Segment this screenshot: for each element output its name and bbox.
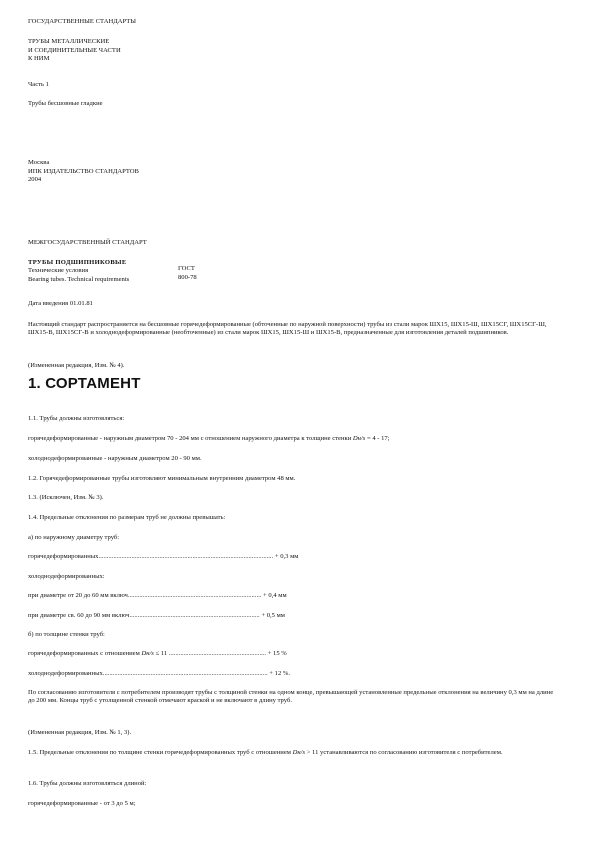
paragraph: (Измененная редакция, Изм. № 1, 3). — [28, 729, 132, 736]
standards-collection-label: ГОСУДАРСТВЕННЫЕ СТАНДАРТЫ — [28, 18, 137, 25]
collection-title — [28, 38, 121, 64]
city: Москва — [28, 159, 50, 166]
paragraph-text: = 4 - 17; — [365, 435, 390, 442]
part-subtitle: Трубы бесшовные гладкие — [28, 100, 103, 107]
paragraph: 1.3. (Исключен, Изм. № 3). — [28, 494, 104, 501]
standard-type: МЕЖГОСУДАРСТВЕННЫЙ СТАНДАРТ — [28, 239, 147, 246]
paragraph: горячедеформированные - от 3 до 5 м; — [28, 800, 136, 807]
paragraph: 1.6. Трубы должны изготовляться длиной: — [28, 780, 147, 787]
paragraph — [28, 749, 558, 757]
paragraph-text: 1.5. Предельные отклонения по толщине стенки горячедеформированных труб с отношением — [28, 749, 293, 756]
paragraph: холоднодеформированные - наружным диаметром 20 - 90 мм. — [28, 455, 202, 462]
gost-label: ГОСТ — [178, 265, 195, 272]
gost-number: 800-78 — [178, 274, 197, 281]
ratio-symbol: Dн/s — [292, 749, 306, 756]
collection-title-line: К НИМ — [28, 55, 50, 63]
scope-paragraph: Настоящий стандарт распространяется на бесшовные горячедеформированные (обточенные по наружной поверхности) трубы из стали марок ШХ15, ШХ15-Ш, ШХ15СГ, ШХ15СГ-Ш, ШХ15-В, ШХ15СГ-В и холоднодеформированные (необточенные) из стали марок ШХ15, ШХ15-Ш и ШХ15-В, предназначенные для изготовления деталей подшипников. — [28, 321, 547, 337]
paragraph-text: горячедеформированные - наружным диаметром 70 - 204 мм с отношением наружного диаметра к толщине стенки — [28, 435, 353, 442]
paragraph: при диаметре от 20 до 60 мм включ................................................................................. + 0,4 мм — [28, 592, 287, 599]
section-heading: 1. СОРТАМЕНТ — [28, 375, 141, 392]
paragraph-text: ≤ 11 ........................................................... + 15 % — [153, 650, 287, 657]
paragraph — [28, 650, 287, 658]
paragraph: 1.2. Горячедеформированные трубы изготовляют минимальным внутренним диаметром 48 мм. — [28, 475, 296, 482]
paragraph: холоднодеформированных: — [28, 573, 105, 580]
edition-note: (Измененная редакция, Изм. № 4). — [28, 362, 125, 369]
intro-date: Дата введения 01.01.81 — [28, 300, 93, 307]
standard-title: ТРУБЫ ПОДШИПНИКОВЫЕ — [28, 259, 127, 266]
paragraph-text: > 11 устанавливаются по согласованию изготовителя с потребителем. — [305, 749, 503, 756]
paragraph — [28, 435, 390, 443]
year: 2004 — [28, 176, 42, 184]
collection-title-line: И СОЕДИНИТЕЛЬНЫЕ ЧАСТИ — [28, 46, 121, 54]
paragraph: а) по наружному диаметру труб: — [28, 534, 120, 541]
paragraph: 1.4. Предельные отклонения по размерам труб не должны превышать: — [28, 514, 226, 521]
publisher: ИПК ИЗДАТЕЛЬСТВО СТАНДАРТОВ — [28, 167, 139, 175]
paragraph-text: горячедеформированных с отношением — [28, 650, 142, 657]
paragraph: 1.1. Трубы должны изготовляться: — [28, 415, 125, 422]
ratio-symbol: Dн/s — [141, 650, 154, 657]
paragraph: при диаметре св. 60 до 90 мм включ............................................................................... + 0,5 мм — [28, 612, 285, 619]
gost-designation — [178, 264, 197, 282]
collection-title-line: ТРУБЫ МЕТАЛЛИЧЕСКИЕ — [28, 38, 110, 45]
part-label: Часть 1 — [28, 81, 49, 88]
paragraph: б) по толщине стенки труб: — [28, 631, 105, 638]
publisher-block — [28, 159, 139, 185]
standard-title-block — [28, 259, 129, 284]
paragraph: По согласованию изготовителя с потребителем производят трубы с толщиной стенки на одном конце, превышающей установленные предельные отклонения на величину 0,3 мм на длине до 200 мм. Концы труб с утолщенной стенкой отмечают краской и не включают в длину труб. — [28, 689, 554, 705]
standard-subtitle-ru: Технические условия — [28, 267, 89, 275]
standard-subtitle-en: Bearing tubes. Technical requirements — [28, 275, 130, 283]
ratio-symbol: Dн/s — [352, 435, 366, 442]
paragraph: холоднодеформированных.................................................................................................... + 12 %. — [28, 670, 291, 677]
paragraph: горячедеформированных.......................................................................................................... + 0,3 мм — [28, 553, 299, 560]
